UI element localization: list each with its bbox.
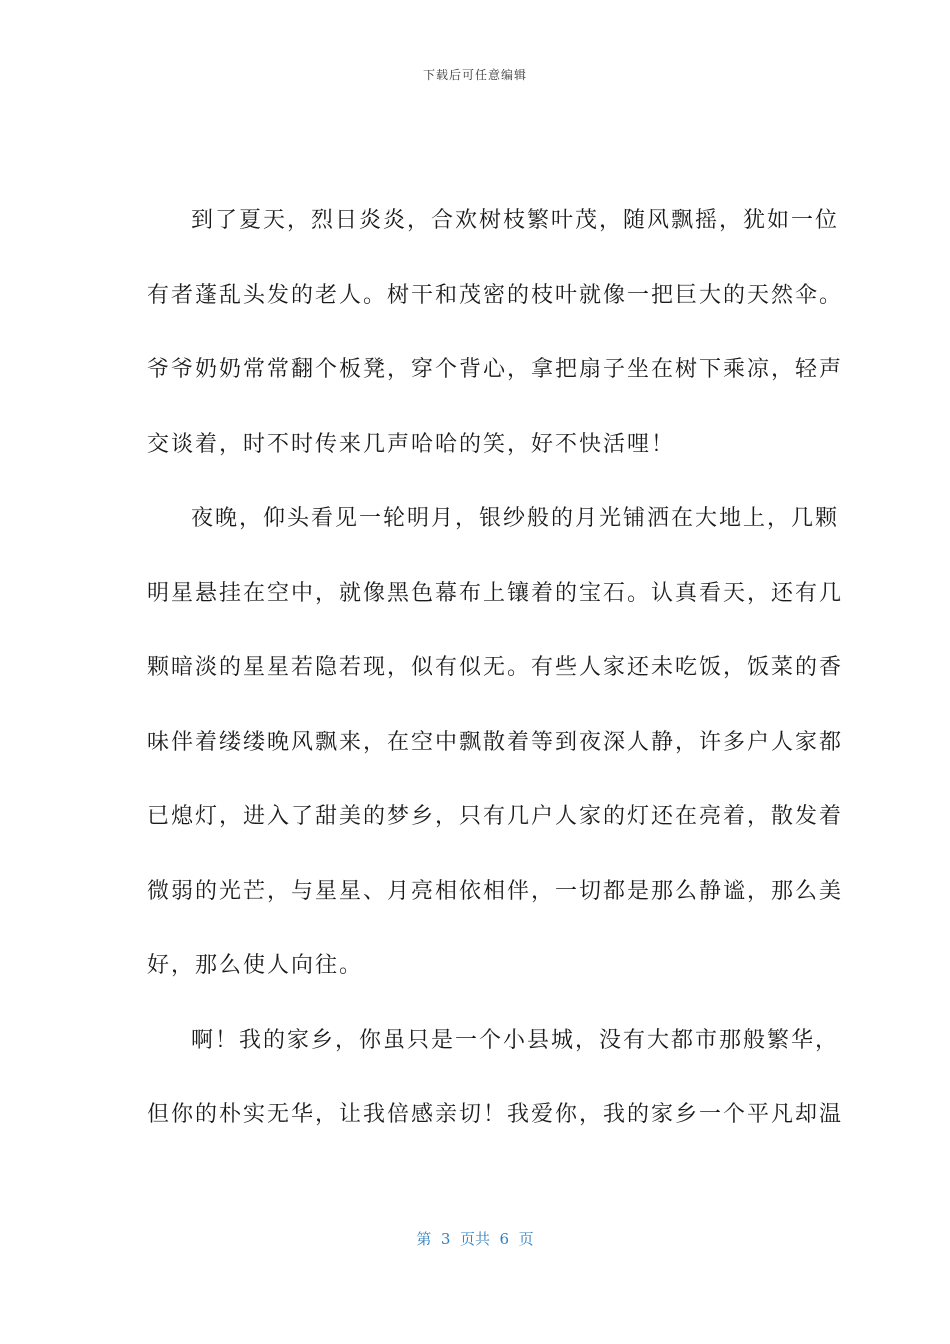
text-line: 但你的朴实无华，让我倍感亲切！我爱你，我的家乡一个平凡却温 [147, 1102, 844, 1127]
text-line: 味伴着缕缕晚风飘来，在空中飘散着等到夜深人静，许多户人家都 [147, 729, 844, 755]
text-line: 有者蓬乱头发的老人。树干和茂密的枝叶就像一把巨大的天然伞。 [147, 282, 844, 308]
text-line: 爷爷奶奶常常翻个板凳，穿个背心，拿把扇子坐在树下乘凉，轻声 [147, 357, 844, 382]
document-body [147, 198, 844, 1167]
text-line: 到了夏天，烈日炎炎，合欢树枝繁叶茂，随风飘摇，犹如一位 [191, 208, 840, 233]
text-line: 微弱的光芒，与星星、月亮相依相伴，一切都是那么静谧，那么美 [147, 878, 844, 904]
text-line: 明星悬挂在空中，就像黑色幕布上镶着的宝石。认真看天，还有几 [147, 580, 844, 606]
text-line: 已熄灯，进入了甜美的梦乡，只有几户人家的灯还在亮着，散发着 [147, 804, 844, 829]
page-header: 下载后可任意编辑 [422, 68, 527, 82]
text-line: 啊！我的家乡，你虽只是一个小县城，没有大都市那般繁华， [191, 1027, 840, 1053]
text-line: 好，那么使人向往。 [147, 953, 364, 978]
text-line: 颗暗淡的星星若隐若现，似有似无。有些人家还未吃饭，饭菜的香 [147, 655, 844, 680]
page-number: 第 3 页共 6 页 [416, 1230, 534, 1248]
text-line: 夜晚，仰头看见一轮明月，银纱般的月光铺洒在大地上，几颗 [191, 506, 840, 531]
text-line: 交谈着，时不时传来几声哈哈的笑，好不快活哩！ [147, 431, 676, 457]
